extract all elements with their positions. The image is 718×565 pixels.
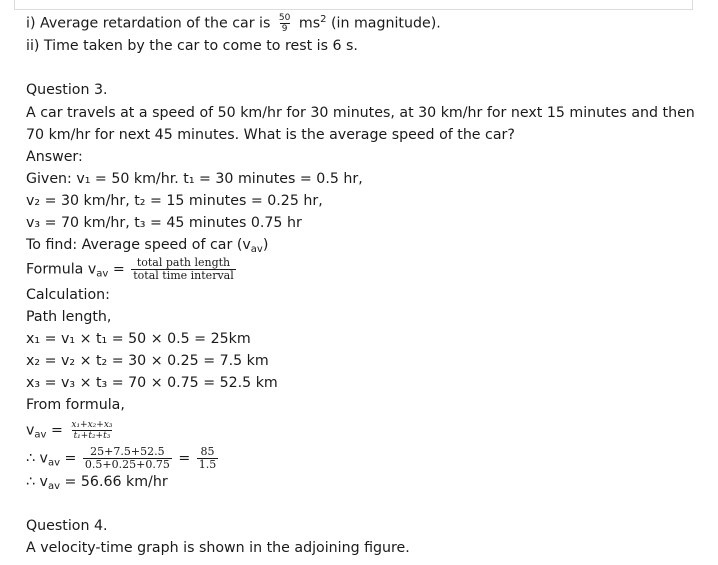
- therefore-vav: ∴ v: [26, 474, 48, 490]
- path-length-label: Path length,: [26, 309, 112, 325]
- question-4-heading: Question 4.: [26, 518, 108, 534]
- magnitude-note: (in magnitude).: [330, 15, 441, 32]
- vav-formula-line: [26, 420, 117, 446]
- result-time: ii) Time taken by the car to come to rest is 6 s.: [26, 38, 358, 54]
- subscript: av: [250, 244, 263, 255]
- therefore-line-1: [26, 446, 220, 474]
- subscript: av: [96, 268, 109, 280]
- sum-fraction: [83, 446, 172, 471]
- fraction-denominator: total time interval: [133, 269, 234, 282]
- answer-label: Answer:: [26, 149, 83, 165]
- fraction-numerator: x₁+x₂+x₃: [71, 420, 113, 430]
- unit-exponent: 2: [320, 14, 327, 25]
- question-3-text: A car travels at a speed of 50 km/hr for 30 minutes, at 30 km/hr for next 15 minutes and then 70 km/hr for next 45 minutes. What is the average speed of the car?: [26, 105, 695, 143]
- retardation-fraction: [277, 13, 292, 34]
- equals-sign: =: [50, 422, 63, 439]
- given-line-2: v₂ = 30 km/hr, t₂ = 15 minutes = 0.25 hr,: [26, 193, 323, 209]
- to-find-text: To find: Average speed of car (v: [26, 237, 251, 253]
- result-retardation-text: i) Average retardation of the car is: [26, 15, 271, 32]
- equals-sign: =: [178, 450, 191, 467]
- formula-label: Formula v: [26, 261, 97, 278]
- from-formula-label: From formula,: [26, 397, 125, 413]
- equals-sign: =: [64, 450, 77, 467]
- x2-line: x₂ = v₂ × t₂ = 30 × 0.25 = 7.5 km: [26, 353, 269, 369]
- formula-fraction: [131, 257, 236, 282]
- formula-line: [26, 257, 238, 285]
- subscript: av: [34, 429, 47, 441]
- subscript: av: [47, 481, 60, 492]
- final-answer: = 56.66 km/hr: [64, 474, 168, 490]
- fraction-denominator: t₁+t₂+t₃: [73, 431, 111, 441]
- x1-line: x₁ = v₁ × t₁ = 50 × 0.5 = 25km: [26, 331, 251, 347]
- vav-fraction: [69, 420, 114, 441]
- equals-sign: =: [112, 261, 125, 278]
- result-retardation: [26, 10, 441, 34]
- result-fraction: [197, 446, 219, 471]
- vav-symbol: v: [26, 422, 35, 439]
- fraction-numerator: 25+7.5+52.5: [90, 445, 165, 458]
- fraction-denominator: 0.5+0.25+0.75: [84, 458, 170, 471]
- subscript: av: [47, 457, 60, 469]
- given-line-3: v₃ = 70 km/hr, t₃ = 45 minutes 0.75 hr: [26, 215, 302, 231]
- fraction-denominator: 1.5: [198, 458, 217, 471]
- unit-text: ms: [298, 15, 321, 32]
- given-line-1: Given: v₁ = 50 km/hr. t₁ = 30 minutes = 0.5 hr,: [26, 171, 363, 187]
- therefore-vav: ∴ v: [26, 450, 48, 467]
- fraction-numerator: 50: [278, 13, 291, 24]
- fraction-numerator: total path length: [136, 256, 231, 269]
- fraction-denominator: 9: [281, 24, 288, 35]
- question-4-text: A velocity-time graph is shown in the adjoining figure.: [26, 540, 410, 556]
- fraction-numerator: 85: [200, 445, 215, 458]
- previous-answer-box-edge: [14, 0, 693, 10]
- x3-line: x₃ = v₃ × t₃ = 70 × 0.75 = 52.5 km: [26, 375, 278, 391]
- question-3-heading: Question 3.: [26, 82, 108, 98]
- therefore-line-2: [26, 472, 168, 497]
- calculation-label: Calculation:: [26, 287, 110, 303]
- closing-paren: ): [262, 237, 269, 253]
